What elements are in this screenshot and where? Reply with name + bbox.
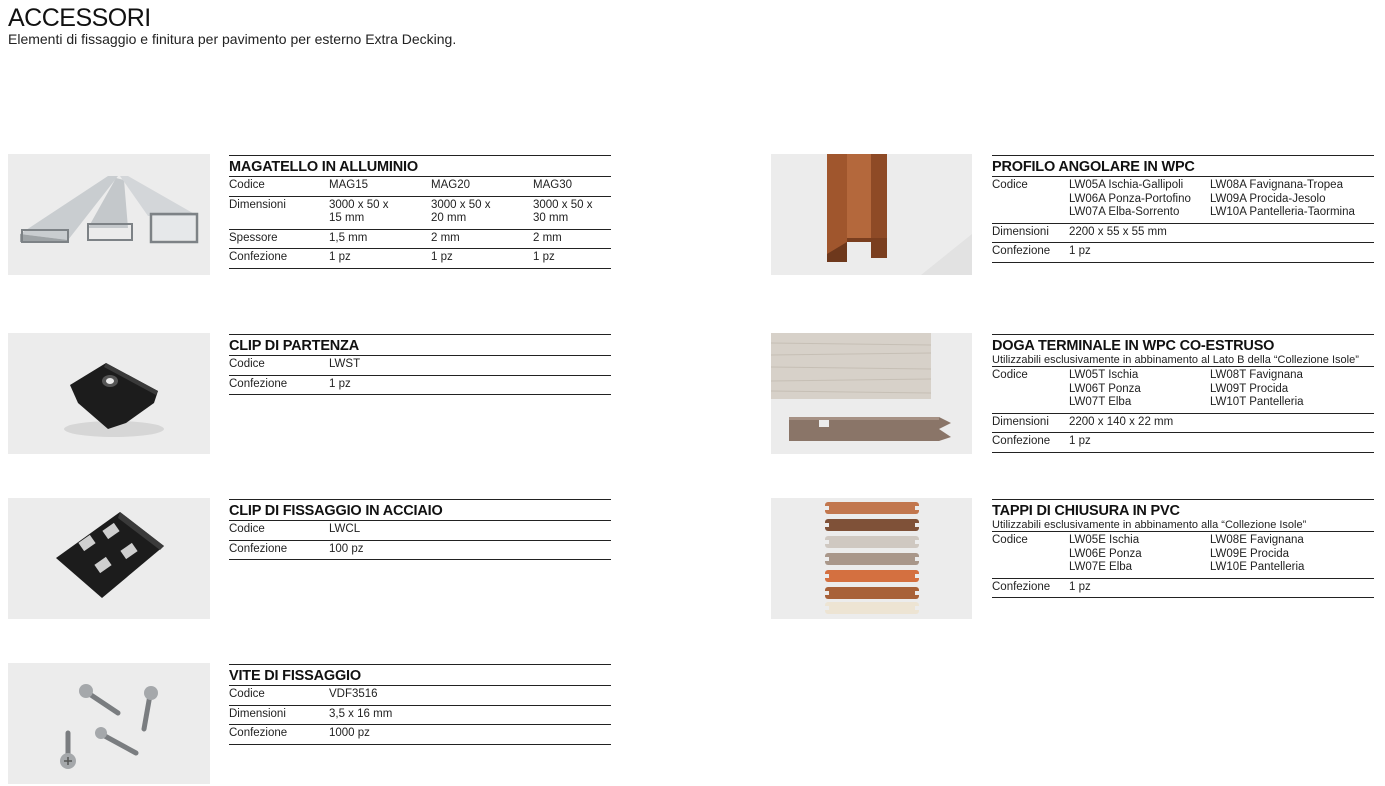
spec-value: VDF3516 [329, 688, 378, 700]
spec-value: 1 pz [1069, 580, 1091, 593]
product-title: TAPPI DI CHIUSURA IN PVC [992, 499, 1374, 520]
spec-value: 1 pz [329, 377, 351, 390]
spec-row-confezione [992, 578, 1374, 599]
clip-fissaggio-image [8, 498, 210, 619]
spec-row-confezione [229, 375, 611, 396]
spec-value: 2 mm [533, 231, 562, 244]
spec-label: Confezione [229, 542, 288, 555]
spec-label: Confezione [229, 727, 288, 739]
spec-label: Confezione [992, 245, 1051, 257]
spec-value: 3,5 x 16 mm [329, 707, 393, 720]
spec-value: 1 pz [1069, 245, 1091, 257]
magatello-image [8, 154, 210, 275]
spec-value: MAG20 [431, 179, 470, 191]
spec-row-dimensioni [229, 196, 611, 229]
spec-value: 3000 x 50 x 30 mm [533, 198, 593, 224]
spec-value: 2200 x 55 x 55 mm [1069, 225, 1167, 238]
page-title: ACCESSORI [8, 4, 151, 32]
spec-label: Dimensioni [992, 415, 1049, 428]
spec-value: 1 pz [431, 251, 453, 263]
product-note: Utilizzabili esclusivamente in abbinamento al Lato B della “Collezione Isole” [992, 354, 1359, 366]
page-subtitle: Elementi di fissaggio e finitura per pavimento per esterno Extra Decking. [8, 31, 457, 47]
vite-info [229, 664, 611, 745]
spec-value: 1 pz [329, 251, 351, 263]
spec-value: 3000 x 50 x 20 mm [431, 198, 491, 224]
product-title: DOGA TERMINALE IN WPC CO-ESTRUSO [992, 334, 1374, 355]
doga-info [992, 334, 1374, 453]
spec-value: 3000 x 50 x 15 mm [329, 198, 389, 224]
clip-partenza-info [229, 334, 611, 395]
spec-value: 1 pz [533, 251, 555, 263]
spec-value: LWST [329, 358, 361, 370]
spec-value: MAG15 [329, 179, 368, 191]
spec-value: LW05T Ischia LW06T Ponza LW07T Elba [1069, 369, 1141, 408]
spec-label: Codice [229, 358, 265, 370]
spec-label: Confezione [229, 251, 288, 263]
product-title: VITE DI FISSAGGIO [229, 664, 611, 685]
spec-label: Confezione [229, 377, 288, 390]
product-title: CLIP DI PARTENZA [229, 334, 611, 355]
spec-value: LWCL [329, 523, 361, 535]
spec-label: Spessore [229, 231, 278, 244]
spec-row-codice [229, 176, 611, 196]
tappi-info [992, 499, 1374, 598]
vite-image [8, 663, 210, 784]
spec-label: Codice [229, 688, 265, 700]
spec-value: 1,5 mm [329, 231, 368, 244]
tappi-image [771, 498, 972, 619]
clip-fissaggio-info [229, 499, 611, 560]
spec-row-codice [229, 520, 611, 540]
spec-row-confezione [992, 242, 1374, 263]
spec-value: LW05A Ischia-Gallipoli LW06A Ponza-Portofino LW07A Elba-Sorrento [1069, 179, 1191, 218]
spec-label: Codice [229, 179, 265, 191]
profilo-image [771, 154, 972, 275]
spec-value: 100 pz [329, 542, 364, 555]
profilo-info [992, 155, 1374, 263]
spec-label: Dimensioni [992, 225, 1049, 238]
spec-row-codice [992, 176, 1374, 223]
spec-value: MAG30 [533, 179, 572, 191]
spec-row-spessore [229, 229, 611, 249]
spec-label: Codice [992, 179, 1028, 191]
clip-partenza-image [8, 333, 210, 454]
spec-value: LW08A Favignana-Tropea LW09A Procida-Jesolo LW10A Pantelleria-Taormina [1210, 179, 1355, 218]
spec-label: Confezione [992, 580, 1051, 593]
spec-row-dimensioni [992, 413, 1374, 433]
spec-row-confezione [229, 248, 611, 269]
product-note: Utilizzabili esclusivamente in abbinamento alla “Collezione Isole” [992, 519, 1307, 531]
spec-row-confezione [229, 724, 611, 745]
product-title: MAGATELLO IN ALLUMINIO [229, 155, 611, 176]
spec-row-codice [992, 366, 1374, 413]
spec-value: 1000 pz [329, 727, 370, 739]
spec-row-codice [992, 531, 1374, 578]
spec-label: Codice [992, 534, 1028, 546]
spec-value: LW08E Favignana LW09E Procida LW10E Pantelleria [1210, 534, 1305, 573]
spec-value: LW08T Favignana LW09T Procida LW10T Pantelleria [1210, 369, 1304, 408]
spec-label: Codice [229, 523, 265, 535]
spec-label: Codice [992, 369, 1028, 381]
spec-row-dimensioni [229, 705, 611, 725]
spec-label: Confezione [992, 435, 1051, 447]
spec-value: LW05E Ischia LW06E Ponza LW07E Elba [1069, 534, 1142, 573]
spec-row-codice [229, 355, 611, 375]
spec-label: Dimensioni [229, 198, 286, 211]
spec-value: 2200 x 140 x 22 mm [1069, 415, 1174, 428]
spec-row-dimensioni [992, 223, 1374, 243]
product-title: PROFILO ANGOLARE IN WPC [992, 155, 1374, 176]
doga-image [771, 333, 972, 454]
spec-value: 2 mm [431, 231, 460, 244]
spec-row-confezione [229, 540, 611, 561]
magatello-info [229, 155, 611, 269]
spec-value: 1 pz [1069, 435, 1091, 447]
spec-label: Dimensioni [229, 707, 286, 720]
spec-row-confezione [992, 432, 1374, 453]
product-title: CLIP DI FISSAGGIO IN ACCIAIO [229, 499, 611, 520]
spec-row-codice [229, 685, 611, 705]
